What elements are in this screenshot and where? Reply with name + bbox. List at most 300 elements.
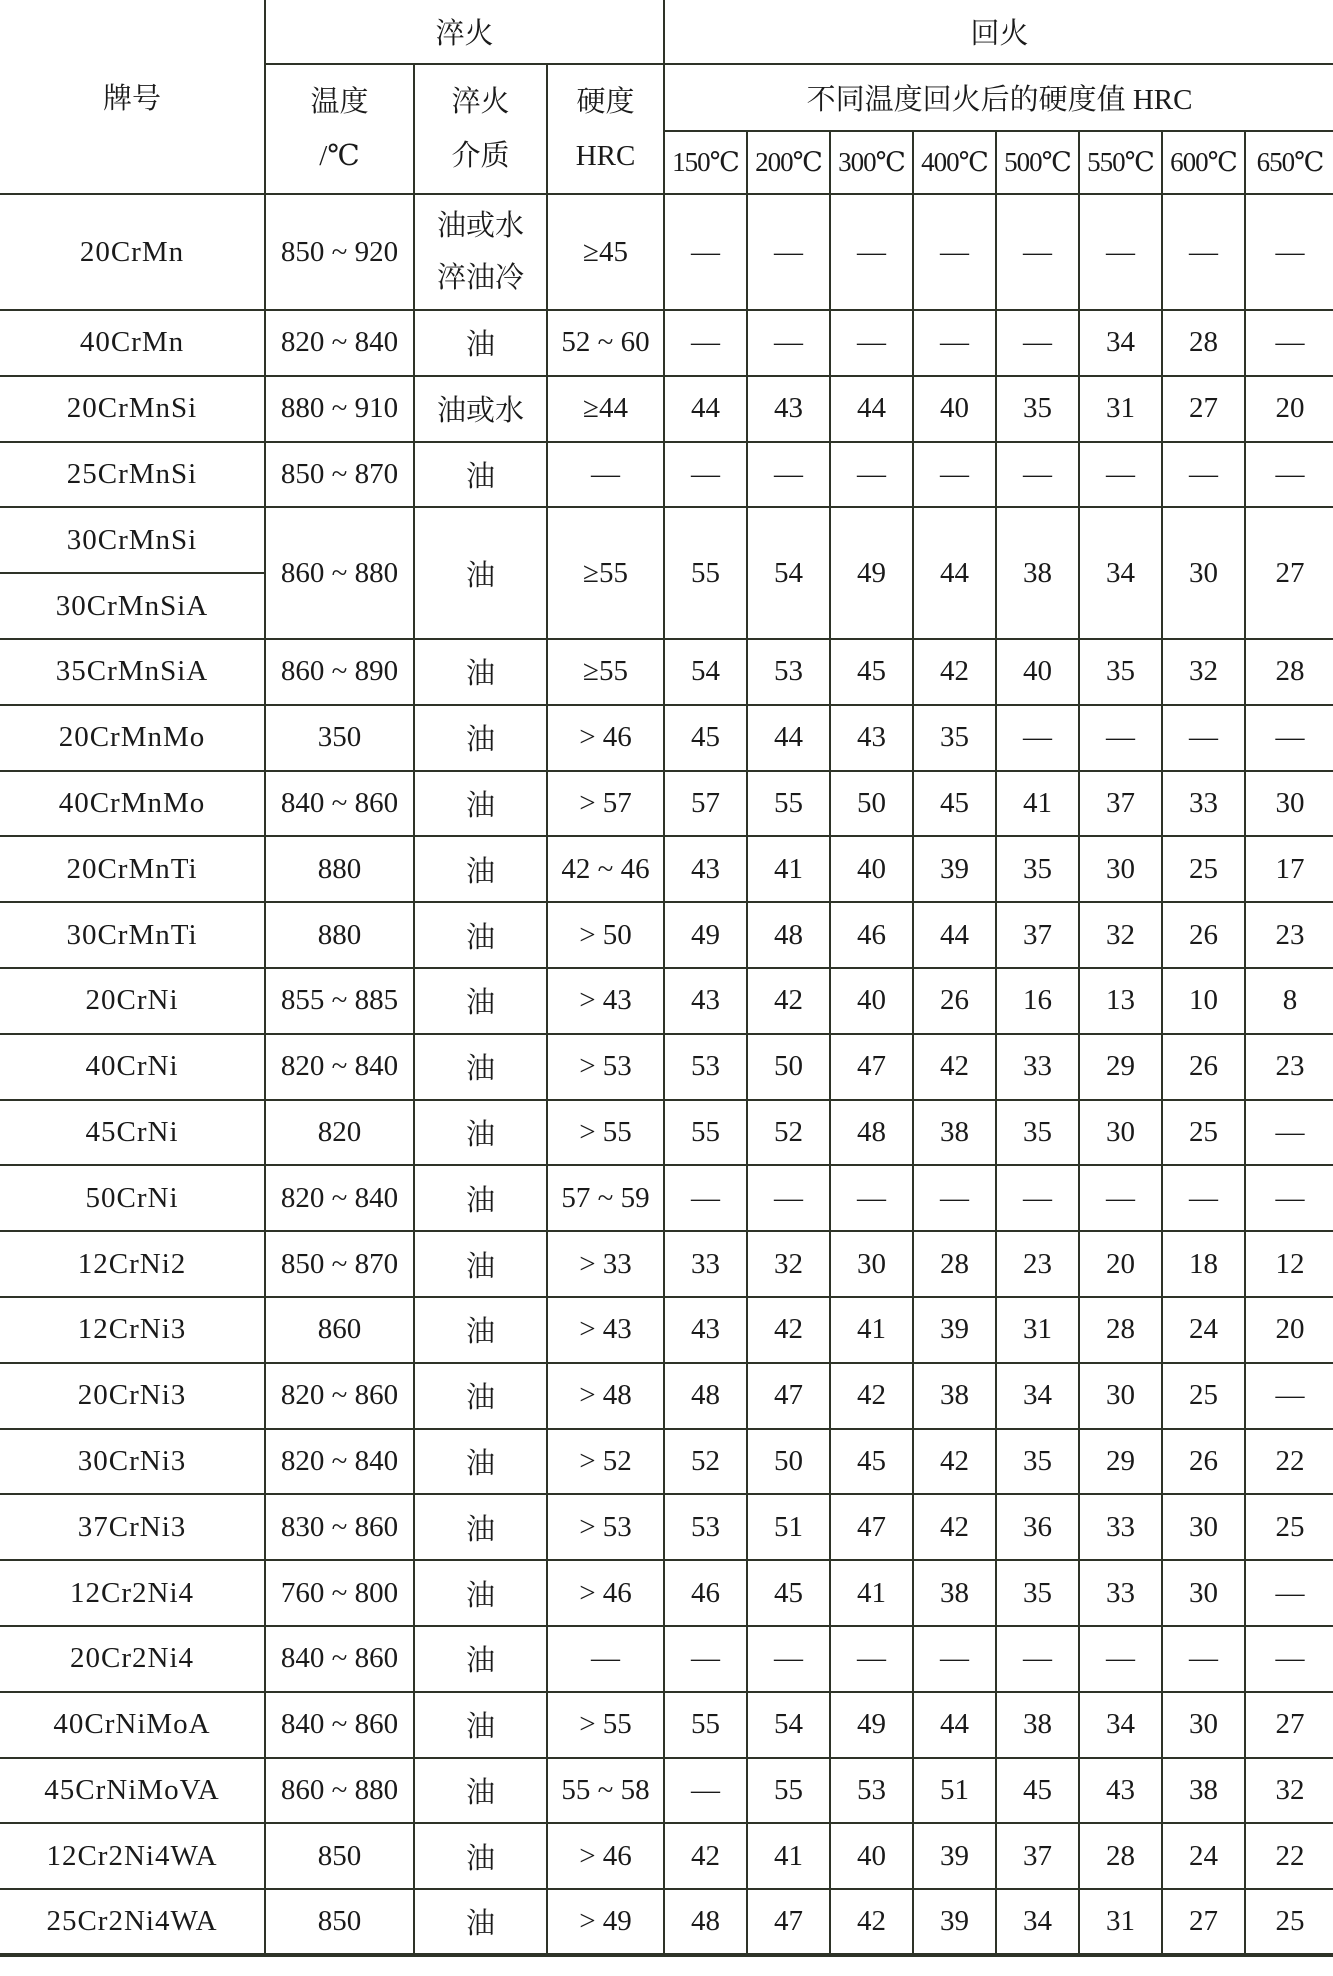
temper-hardness-cell: 20 [1245, 1297, 1333, 1363]
grade-cell: 40CrNi [0, 1034, 265, 1100]
temper-hardness-cell: 47 [747, 1363, 830, 1429]
grade-cell: 30CrNi3 [0, 1429, 265, 1495]
temper-hardness-cell: 55 [747, 771, 830, 837]
table-row [0, 968, 1333, 1034]
quench-hardness-cell: > 46 [547, 1560, 664, 1626]
temper-hardness-cell: 45 [996, 1758, 1079, 1824]
temper-hardness-cell: 20 [1245, 376, 1333, 442]
quench-medium-cell: 油 [414, 836, 547, 902]
temper-hardness-cell: 55 [664, 507, 747, 639]
temper-hardness-cell: 55 [664, 1100, 747, 1166]
quench-hardness-cell: > 52 [547, 1429, 664, 1495]
temper-hardness-cell: 44 [913, 902, 996, 968]
temper-hardness-cell: — [664, 194, 747, 310]
quench-medium-cell: 油或水 淬油冷 [414, 194, 547, 310]
temper-hardness-cell: 41 [996, 771, 1079, 837]
quench-temp-cell: 850 ~ 920 [265, 194, 414, 310]
quench-temp-cell: 840 ~ 860 [265, 1626, 414, 1692]
temper-hardness-cell: 23 [1245, 902, 1333, 968]
temper-hardness-cell: 26 [1162, 902, 1245, 968]
grade-cell: 12CrNi2 [0, 1231, 265, 1297]
temper-hardness-cell: 31 [1079, 1889, 1162, 1955]
temper-hardness-cell: — [1079, 1626, 1162, 1692]
quench-medium-cell: 油 [414, 1100, 547, 1166]
temper-hardness-cell: 39 [913, 1823, 996, 1889]
temper-hardness-cell: 33 [996, 1034, 1079, 1100]
quench-temp-cell: 820 ~ 840 [265, 310, 414, 376]
quench-hardness-cell: > 43 [547, 1297, 664, 1363]
temper-hardness-cell: — [747, 310, 830, 376]
table-row [0, 1165, 1333, 1231]
temper-hardness-cell: 13 [1079, 968, 1162, 1034]
quench-medium-cell: 油 [414, 771, 547, 837]
temper-hardness-cell: 47 [830, 1494, 913, 1560]
temper-hardness-cell: 52 [747, 1100, 830, 1166]
quench-hardness-cell: > 57 [547, 771, 664, 837]
grade-cell: 12Cr2Ni4WA [0, 1823, 265, 1889]
quench-hardness-cell: 42 ~ 46 [547, 836, 664, 902]
quench-hardness-cell: > 33 [547, 1231, 664, 1297]
quench-medium-label-1: 淬火 [451, 86, 510, 118]
grade-cell: 45CrNi [0, 1100, 265, 1166]
quench-temp-cell: 820 [265, 1100, 414, 1166]
temper-hardness-cell: 23 [1245, 1034, 1333, 1100]
temper-hardness-cell: 50 [747, 1429, 830, 1495]
quench-hardness-header [547, 64, 664, 194]
temper-hardness-cell: 43 [747, 376, 830, 442]
temper-hardness-cell: 34 [996, 1889, 1079, 1955]
quench-hardness-cell: > 50 [547, 902, 664, 968]
temper-hardness-cell: 28 [1079, 1297, 1162, 1363]
grade-cell: 25Cr2Ni4WA [0, 1889, 265, 1955]
temper-hardness-cell: — [996, 194, 1079, 310]
grade-cell: 20Cr2Ni4 [0, 1626, 265, 1692]
temper-hardness-cell: 32 [1162, 639, 1245, 705]
temper-hardness-cell: 30 [830, 1231, 913, 1297]
temper-hardness-cell: 35 [1079, 639, 1162, 705]
quench-medium-cell: 油 [414, 705, 547, 771]
temper-hardness-cell: 43 [664, 1297, 747, 1363]
quench-temp-cell: 860 ~ 890 [265, 639, 414, 705]
temper-hardness-cell: 48 [830, 1100, 913, 1166]
grade-cell: 30CrMnSiA [0, 573, 265, 639]
temper-hardness-cell: — [830, 1626, 913, 1692]
grade-cell: 20CrMn [0, 194, 265, 310]
temper-hardness-cell: 42 [913, 1494, 996, 1560]
temper-hardness-cell: 34 [996, 1363, 1079, 1429]
temper-hardness-cell: 45 [664, 705, 747, 771]
temper-hardness-cell: 8 [1245, 968, 1333, 1034]
temper-hardness-cell: — [664, 1758, 747, 1824]
table-row [0, 310, 1333, 376]
temper-hardness-cell: 23 [996, 1231, 1079, 1297]
quench-medium-cell: 油 [414, 1429, 547, 1495]
temper-hardness-cell: 27 [1162, 1889, 1245, 1955]
temper-hardness-cell: — [1245, 1165, 1333, 1231]
temper-hardness-cell: — [1079, 1165, 1162, 1231]
grade-cell: 40CrMn [0, 310, 265, 376]
quench-medium-cell: 油 [414, 1494, 547, 1560]
table-row [0, 194, 1333, 310]
temper-hardness-cell: 53 [664, 1494, 747, 1560]
temper-hardness-cell: 55 [747, 1758, 830, 1824]
table-row [0, 1692, 1333, 1758]
table-row [0, 1889, 1333, 1955]
quench-temp-cell: 840 ~ 860 [265, 771, 414, 837]
temper-hardness-cell: 42 [913, 1034, 996, 1100]
temper-hardness-cell: 27 [1245, 507, 1333, 639]
grade-cell: 12CrNi3 [0, 1297, 265, 1363]
temper-hardness-cell: 48 [747, 902, 830, 968]
temper-hardness-cell: 30 [1079, 1100, 1162, 1166]
quench-temp-cell: 860 [265, 1297, 414, 1363]
temper-hardness-cell: 54 [747, 507, 830, 639]
temper-hardness-cell: 38 [913, 1560, 996, 1626]
temper-hardness-cell: — [1245, 1363, 1333, 1429]
temper-hardness-cell: 45 [913, 771, 996, 837]
table-row [0, 1100, 1333, 1166]
temper-hardness-cell: 43 [1079, 1758, 1162, 1824]
temper-hardness-cell: 48 [664, 1363, 747, 1429]
temper-hardness-cell: — [1162, 1165, 1245, 1231]
temper-header: 回火 [664, 0, 1333, 64]
temper-hardness-cell: — [913, 1626, 996, 1692]
temper-hardness-cell: 32 [747, 1231, 830, 1297]
temper-hardness-cell: 28 [1162, 310, 1245, 376]
quench-temp-cell: 860 ~ 880 [265, 507, 414, 639]
temper-hardness-cell: 44 [830, 376, 913, 442]
quench-temp-cell: 830 ~ 860 [265, 1494, 414, 1560]
temper-hardness-cell: 42 [913, 639, 996, 705]
grade-cell: 20CrMnSi [0, 376, 265, 442]
quench-hardness-cell: > 43 [547, 968, 664, 1034]
quench-temp-cell: 850 [265, 1823, 414, 1889]
temper-hardness-cell: 39 [913, 1297, 996, 1363]
quench-medium-cell: 油 [414, 507, 547, 639]
temper-hardness-cell: 31 [996, 1297, 1079, 1363]
temper-hardness-cell: 42 [830, 1889, 913, 1955]
temper-hardness-cell: 30 [1162, 1692, 1245, 1758]
temper-hardness-cell: 42 [747, 968, 830, 1034]
temper-hardness-cell: 35 [996, 836, 1079, 902]
temper-hardness-cell: 42 [913, 1429, 996, 1495]
temper-hardness-cell: 42 [747, 1297, 830, 1363]
temper-hardness-cell: 51 [747, 1494, 830, 1560]
grade-cell: 40CrNiMoA [0, 1692, 265, 1758]
temper-hardness-cell: — [996, 310, 1079, 376]
temper-hardness-cell: 52 [664, 1429, 747, 1495]
temper-hardness-cell: — [1245, 705, 1333, 771]
quench-temp-cell: 820 ~ 840 [265, 1165, 414, 1231]
quench-medium-cell: 油 [414, 902, 547, 968]
table-row [0, 836, 1333, 902]
temper-hardness-cell: — [664, 442, 747, 508]
temper-hardness-cell: — [747, 194, 830, 310]
grade-cell: 20CrMnMo [0, 705, 265, 771]
quench-medium-cell: 油 [414, 639, 547, 705]
quench-temp-cell: 880 ~ 910 [265, 376, 414, 442]
temper-hardness-cell: 50 [747, 1034, 830, 1100]
quench-hardness-cell: > 46 [547, 1823, 664, 1889]
temper-hardness-cell: — [1245, 442, 1333, 508]
quench-hardness-cell: ≥55 [547, 507, 664, 639]
table-row [0, 639, 1333, 705]
temper-hardness-cell: 38 [1162, 1758, 1245, 1824]
temper-hardness-cell: 26 [1162, 1034, 1245, 1100]
table-row [0, 376, 1333, 442]
quench-temp-cell: 760 ~ 800 [265, 1560, 414, 1626]
quench-medium-cell: 油 [414, 1758, 547, 1824]
quench-medium-cell: 油 [414, 1692, 547, 1758]
temper-hardness-cell: — [1162, 194, 1245, 310]
quench-temp-cell: 850 ~ 870 [265, 1231, 414, 1297]
quench-temp-cell: 820 ~ 840 [265, 1429, 414, 1495]
temper-hardness-cell: — [1245, 194, 1333, 310]
quench-hardness-cell: > 48 [547, 1363, 664, 1429]
temper-hardness-cell: 34 [1079, 507, 1162, 639]
temper-hardness-cell: — [1245, 1100, 1333, 1166]
temper-hardness-cell: — [913, 1165, 996, 1231]
quench-temp-cell: 855 ~ 885 [265, 968, 414, 1034]
quench-medium-cell: 油 [414, 1626, 547, 1692]
grade-cell: 45CrNiMoVA [0, 1758, 265, 1824]
temper-hardness-cell: — [996, 1626, 1079, 1692]
temper-hardness-cell: — [996, 442, 1079, 508]
temper-hardness-cell: 25 [1245, 1889, 1333, 1955]
table-row [0, 1758, 1333, 1824]
temper-hardness-cell: 45 [830, 1429, 913, 1495]
temper-hardness-cell: 34 [1079, 1692, 1162, 1758]
quench-hardness-cell: 52 ~ 60 [547, 310, 664, 376]
table-row [0, 507, 1333, 573]
table-row [0, 705, 1333, 771]
temper-hardness-cell: 53 [664, 1034, 747, 1100]
grade-cell: 30CrMnSi [0, 507, 265, 573]
grade-header: 牌号 [0, 0, 265, 194]
quench-temp-header [265, 64, 414, 194]
temper-hardness-cell: 47 [747, 1889, 830, 1955]
temper-hardness-cell: 35 [996, 1100, 1079, 1166]
temper-hardness-cell: 43 [830, 705, 913, 771]
quench-temp-cell: 350 [265, 705, 414, 771]
temper-hardness-cell: 28 [1079, 1823, 1162, 1889]
quench-temp-cell: 840 ~ 860 [265, 1692, 414, 1758]
table-row [0, 1297, 1333, 1363]
grade-cell: 12Cr2Ni4 [0, 1560, 265, 1626]
temper-hardness-cell: 35 [996, 1560, 1079, 1626]
quench-hardness-cell: 57 ~ 59 [547, 1165, 664, 1231]
temper-hardness-cell: — [1245, 1560, 1333, 1626]
temper-hardness-cell: 30 [1162, 1560, 1245, 1626]
grade-cell: 35CrMnSiA [0, 639, 265, 705]
temper-hardness-cell: 51 [913, 1758, 996, 1824]
temper-hardness-cell: 24 [1162, 1823, 1245, 1889]
temper-hardness-cell: 43 [664, 968, 747, 1034]
quench-medium-cell: 油 [414, 1560, 547, 1626]
temper-hardness-cell: — [664, 310, 747, 376]
grade-cell: 20CrNi [0, 968, 265, 1034]
temper-hardness-cell: — [913, 310, 996, 376]
grade-cell: 20CrMnTi [0, 836, 265, 902]
quench-temp-cell: 820 ~ 840 [265, 1034, 414, 1100]
temper-hardness-cell: 41 [747, 836, 830, 902]
temper-hardness-cell: 44 [664, 376, 747, 442]
temper-temp-header: 600℃ [1162, 131, 1245, 194]
temper-subheader: 不同温度回火后的硬度值 HRC [664, 64, 1333, 131]
temper-hardness-cell: 25 [1162, 836, 1245, 902]
temper-hardness-cell: 29 [1079, 1034, 1162, 1100]
temper-hardness-cell: 46 [664, 1560, 747, 1626]
temper-hardness-cell: 31 [1079, 376, 1162, 442]
temper-hardness-cell: 17 [1245, 836, 1333, 902]
temper-hardness-cell: 37 [996, 1823, 1079, 1889]
temper-hardness-cell: 24 [1162, 1297, 1245, 1363]
temper-hardness-cell: — [996, 705, 1079, 771]
quench-hardness-cell: > 55 [547, 1100, 664, 1166]
temper-hardness-cell: 40 [830, 1823, 913, 1889]
temper-hardness-cell: 38 [913, 1100, 996, 1166]
temper-hardness-cell: 35 [996, 376, 1079, 442]
temper-hardness-cell: 43 [664, 836, 747, 902]
temper-hardness-cell: 40 [830, 836, 913, 902]
quench-hardness-cell: > 53 [547, 1494, 664, 1560]
table-row [0, 1560, 1333, 1626]
temper-hardness-cell: 45 [747, 1560, 830, 1626]
quench-medium-cell: 油 [414, 1363, 547, 1429]
temper-hardness-cell: 32 [1245, 1758, 1333, 1824]
temper-hardness-cell: — [830, 194, 913, 310]
temper-hardness-cell: 45 [830, 639, 913, 705]
quench-hardness-cell: ≥55 [547, 639, 664, 705]
temper-hardness-cell: 12 [1245, 1231, 1333, 1297]
quench-hardness-cell: > 49 [547, 1889, 664, 1955]
temper-hardness-cell: — [1079, 442, 1162, 508]
temper-hardness-cell: 30 [1162, 1494, 1245, 1560]
quench-temp-cell: 880 [265, 902, 414, 968]
quench-hardness-cell: > 53 [547, 1034, 664, 1100]
quench-medium-cell: 油 [414, 968, 547, 1034]
temper-hardness-cell: 40 [913, 376, 996, 442]
temper-hardness-cell: 36 [996, 1494, 1079, 1560]
temper-hardness-cell: 26 [913, 968, 996, 1034]
quench-medium-cell: 油 [414, 1165, 547, 1231]
temper-hardness-cell: 22 [1245, 1429, 1333, 1495]
temper-hardness-cell: — [913, 442, 996, 508]
temper-hardness-cell: 16 [996, 968, 1079, 1034]
quench-hardness-cell: — [547, 442, 664, 508]
temper-hardness-cell: 30 [1079, 836, 1162, 902]
temper-hardness-cell: 44 [913, 1692, 996, 1758]
temper-hardness-cell: — [1079, 705, 1162, 771]
temper-hardness-cell: 42 [664, 1823, 747, 1889]
quench-hardness-cell: ≥44 [547, 376, 664, 442]
temper-hardness-cell: 41 [830, 1297, 913, 1363]
temper-temp-header: 400℃ [913, 131, 996, 194]
temper-hardness-cell: 37 [1079, 771, 1162, 837]
grade-cell: 20CrNi3 [0, 1363, 265, 1429]
temper-hardness-cell: 22 [1245, 1823, 1333, 1889]
temper-hardness-cell: 47 [830, 1034, 913, 1100]
table-row [0, 1363, 1333, 1429]
temper-hardness-cell: 25 [1162, 1100, 1245, 1166]
grade-cell: 25CrMnSi [0, 442, 265, 508]
temper-hardness-cell: 26 [1162, 1429, 1245, 1495]
temper-temp-header: 200℃ [747, 131, 830, 194]
table-row [0, 1494, 1333, 1560]
temper-hardness-cell: 18 [1162, 1231, 1245, 1297]
temper-hardness-cell: 44 [747, 705, 830, 771]
quench-medium-label-2: 介质 [451, 140, 510, 172]
temper-hardness-cell: 34 [1079, 310, 1162, 376]
quench-temp-unit: /℃ [319, 140, 360, 172]
temper-hardness-cell: 29 [1079, 1429, 1162, 1495]
temper-hardness-cell: 40 [830, 968, 913, 1034]
temper-hardness-cell: 25 [1162, 1363, 1245, 1429]
table-row [0, 442, 1333, 508]
temper-hardness-cell: 35 [996, 1429, 1079, 1495]
temper-hardness-cell: 53 [830, 1758, 913, 1824]
temper-hardness-cell: 54 [747, 1692, 830, 1758]
grade-cell: 40CrMnMo [0, 771, 265, 837]
temper-hardness-cell: 30 [1162, 507, 1245, 639]
temper-hardness-cell: — [830, 1165, 913, 1231]
temper-hardness-cell: 27 [1245, 1692, 1333, 1758]
quench-hardness-label: 硬度 [576, 86, 635, 118]
temper-temp-header: 500℃ [996, 131, 1079, 194]
quench-medium-cell: 油 [414, 1823, 547, 1889]
quench-hardness-cell: — [547, 1626, 664, 1692]
temper-hardness-cell: — [664, 1165, 747, 1231]
table-row [0, 1823, 1333, 1889]
quench-medium-cell: 油 [414, 442, 547, 508]
temper-hardness-cell: — [996, 1165, 1079, 1231]
quench-header: 淬火 [265, 0, 664, 64]
temper-hardness-cell: 28 [913, 1231, 996, 1297]
table-row [0, 1429, 1333, 1495]
quench-hardness-cell: > 46 [547, 705, 664, 771]
grade-cell: 50CrNi [0, 1165, 265, 1231]
temper-hardness-cell: 49 [830, 1692, 913, 1758]
temper-hardness-cell: 44 [913, 507, 996, 639]
quench-medium-cell: 油 [414, 1231, 547, 1297]
temper-hardness-cell: 48 [664, 1889, 747, 1955]
temper-hardness-cell: 39 [913, 1889, 996, 1955]
temper-hardness-cell: 38 [913, 1363, 996, 1429]
temper-temp-header: 650℃ [1245, 131, 1333, 194]
temper-hardness-cell: 32 [1079, 902, 1162, 968]
temper-hardness-cell: 57 [664, 771, 747, 837]
temper-hardness-cell: 30 [1079, 1363, 1162, 1429]
temper-hardness-cell: 37 [996, 902, 1079, 968]
temper-hardness-cell: 42 [830, 1363, 913, 1429]
temper-hardness-cell: 10 [1162, 968, 1245, 1034]
quench-hardness-cell: > 55 [547, 1692, 664, 1758]
grade-cell: 37CrNi3 [0, 1494, 265, 1560]
table-row [0, 902, 1333, 968]
temper-hardness-cell: 33 [1079, 1494, 1162, 1560]
temper-hardness-cell: 25 [1245, 1494, 1333, 1560]
table-header [0, 0, 1333, 194]
quench-hardness-unit: HRC [575, 140, 636, 172]
quench-medium-cell: 油 [414, 310, 547, 376]
temper-hardness-cell: 27 [1162, 376, 1245, 442]
quench-temp-cell: 880 [265, 836, 414, 902]
temper-hardness-cell: — [664, 1626, 747, 1692]
temper-hardness-cell: 38 [996, 507, 1079, 639]
temper-hardness-cell: 54 [664, 639, 747, 705]
temper-hardness-cell: — [747, 442, 830, 508]
temper-hardness-cell: 20 [1079, 1231, 1162, 1297]
